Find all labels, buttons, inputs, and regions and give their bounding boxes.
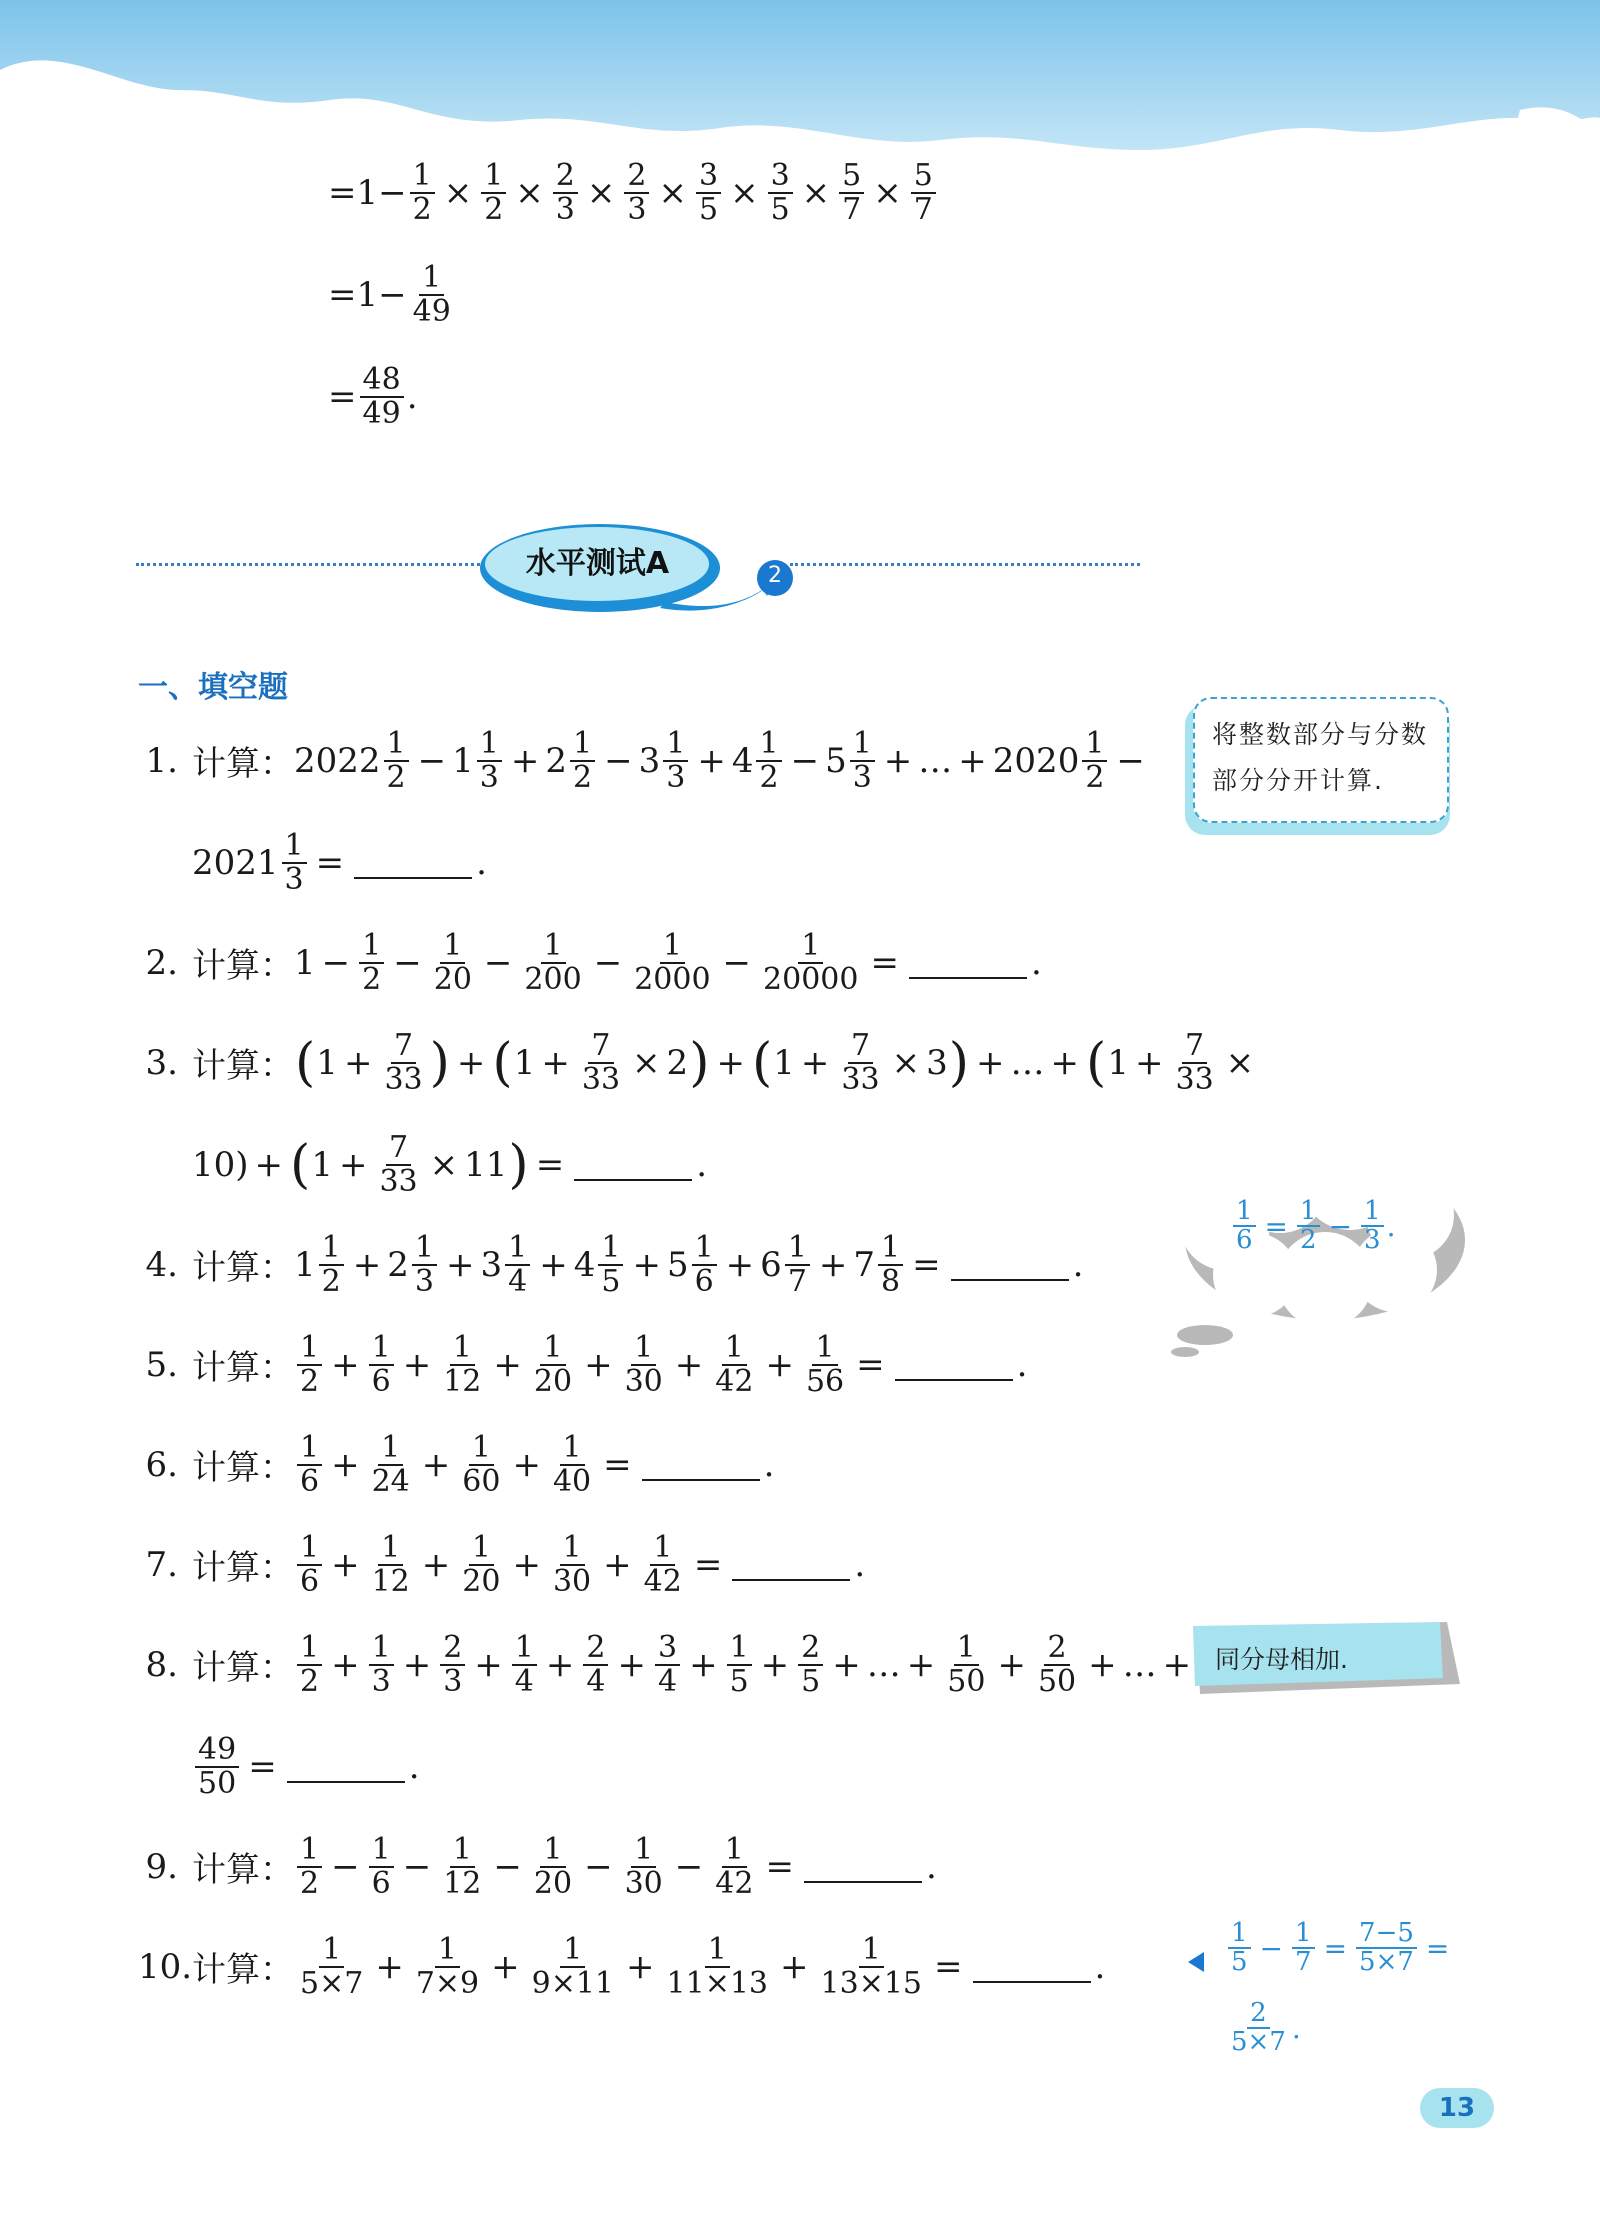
banner-divider-right <box>790 563 1140 566</box>
fraction: $\frac{1}{49}$ <box>412 260 451 329</box>
answer-blank[interactable] <box>951 1249 1069 1281</box>
step1-prefix: =1− <box>328 172 407 213</box>
question-8-cont: $\frac{49}{50}$ = . <box>192 1734 420 1799</box>
tip-text-3: 同分母相加. <box>1215 1645 1348 1674</box>
worked-step-1: =1− $\frac{1}{2}$ × $\frac{1}{2}$ × $\frac{2}{3}$ × $\frac{2}{3}$ × $\frac{3}{5}$ × $\frac{3}{5}$ × $\frac{5}{7}$ × $\frac{5}{7}$ <box>328 160 939 225</box>
answer-blank[interactable] <box>909 947 1027 979</box>
question-5: 5. 计算： $\frac{1}{2}$ + $\frac{1}{6}$ + $\frac{1}{12}$ + $\frac{1}{20}$ + $\frac{1}{30}$ + $\frac{1}{42}$ + $\frac{1}{56}$ = . <box>145 1330 1028 1399</box>
answer-blank[interactable] <box>732 1549 850 1581</box>
answer-blank[interactable] <box>574 1149 692 1181</box>
question-7: 7. 计算： $\frac{1}{6}$ + $\frac{1}{12}$ + $\frac{1}{20}$ + $\frac{1}{30}$ + $\frac{1}{42}$ = . <box>145 1530 866 1599</box>
page-number: 13 <box>1420 2088 1494 2128</box>
fraction: $\frac{5}{7}$ <box>911 160 936 225</box>
question-8: 8. 计算： $\frac{1}{2}$ + $\frac{1}{3}$ + $\frac{2}{3}$ + $\frac{1}{4}$ + $\frac{2}{4}$ + $\frac{3}{4}$ + $\frac{1}{5}$ + $\frac{2}{5}$ + … + $\frac{1}{50}$ + $\frac{2}{50}$ + … + <box>145 1630 1192 1699</box>
question-3: 3. 计算： ( 1 + $\frac{7}{33}$ ) + ( 1 + $\frac{7}{33}$ × 2 ) + ( 1 + $\frac{7}{33}$ × 3 ) + … + ( 1 + $\frac{7}{33}$ × <box>145 1028 1255 1097</box>
fraction: $\frac{48}{49}$ <box>360 364 404 429</box>
answer-blank[interactable] <box>287 1751 405 1783</box>
answer-blank[interactable] <box>973 1951 1091 1983</box>
fraction: $\frac{1}{2}$ <box>481 160 506 225</box>
tip-4-result: $\frac{2}{5\times 7}$ . <box>1231 1998 1301 2058</box>
worked-step-3: = $\frac{48}{49}$ . <box>328 362 418 431</box>
pointer-arrow-icon <box>1188 1952 1204 1972</box>
answer-blank[interactable] <box>895 1349 1013 1381</box>
fraction: $\frac{2}{3}$ <box>553 160 578 225</box>
answer-blank[interactable] <box>642 1449 760 1481</box>
fraction: $\frac{2}{3}$ <box>624 160 649 225</box>
answer-blank[interactable] <box>804 1851 922 1883</box>
fraction: $\frac{3}{5}$ <box>696 160 721 225</box>
fraction: $\frac{3}{5}$ <box>768 160 793 225</box>
answer-blank[interactable] <box>354 847 472 879</box>
question-9: 9. 计算： $\frac{1}{2}$ − $\frac{1}{6}$ − $\frac{1}{12}$ − $\frac{1}{20}$ − $\frac{1}{30}$ − $\frac{1}{42}$ = . <box>145 1832 937 1901</box>
section-title: 一、填空题 <box>138 670 288 705</box>
question-1: 1. 计算： 2022 $\frac{1}{2}$ − 1 $\frac{1}{3}$ + 2 $\frac{1}{2}$ − 3 $\frac{1}{3}$ + 4 $\frac{1}{2}$ − 5 $\frac{1}{3}$ + … + 2020 $\frac{1}{2}$ − <box>145 726 1145 795</box>
fraction: $\frac{5}{7}$ <box>839 160 864 225</box>
question-1-cont: 2021 $\frac{1}{3}$ = . <box>192 828 487 897</box>
tip-4-formula: $\frac{1}{5}$ − $\frac{1}{7}$ = $\frac{7-5}{5\times 7}$ = <box>1225 1920 1455 1977</box>
tip-2-formula: $\frac{1}{6}$ = $\frac{1}{2}$ − $\frac{1}{3}$ . <box>1230 1198 1395 1255</box>
banner-number: 2 <box>768 563 782 588</box>
worked-step-2: =1− $\frac{1}{49}$ <box>328 262 457 327</box>
question-10: 10. 计算： $\frac{1}{5\times 7}$ + $\frac{1}{7\times 9}$ + $\frac{1}{9\times 11}$ + $\frac{1}{11\times 13}$ + $\frac{1}{13\times 15}$ = . <box>138 1932 1106 2001</box>
question-6: 6. 计算： $\frac{1}{6}$ + $\frac{1}{24}$ + $\frac{1}{60}$ + $\frac{1}{40}$ = . <box>145 1430 775 1499</box>
question-3-cont: 10) + ( 1 + $\frac{7}{33}$ × 11 ) = . <box>192 1130 708 1199</box>
banner-divider-left <box>136 563 486 566</box>
question-2: 2. 计算： 1 − $\frac{1}{2}$ − $\frac{1}{20}$ − $\frac{1}{200}$ − $\frac{1}{2000}$ − $\frac{1}{20000}$ = . <box>145 928 1042 997</box>
banner-title: 水平测试A <box>525 546 670 581</box>
tip-text-1: 将整数部分与分数部分分开计算. <box>1212 720 1429 795</box>
question-4: 4. 计算： 1 $\frac{1}{2}$ + 2 $\frac{1}{3}$ + 3 $\frac{1}{4}$ + 4 $\frac{1}{5}$ + 5 $\frac{1}{6}$ + 6 $\frac{1}{7}$ + 7 $\frac{1}{8}$ = . <box>145 1230 1084 1299</box>
fraction: $\frac{1}{2}$ <box>410 160 435 225</box>
